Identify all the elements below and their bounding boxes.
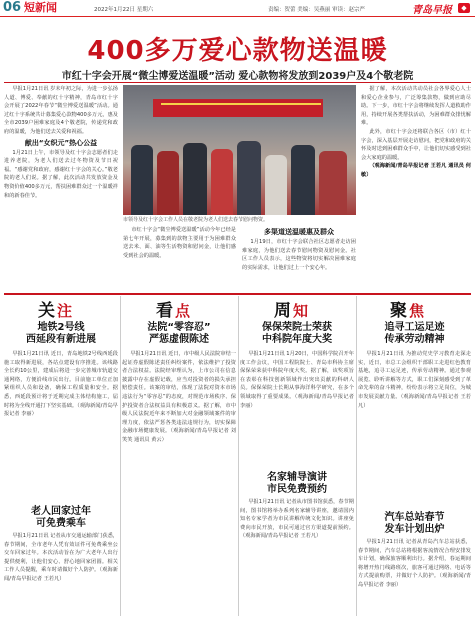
tag-zhouzhi: 周知 — [274, 301, 311, 321]
article-title: 老人回家过年 可免费乘车 — [31, 506, 91, 529]
lead-mid-column-2 — [242, 226, 356, 290]
photo-caption: 市领导及红十字会工作人员在敬老院为老人们送去春节慰问物资。 — [123, 217, 269, 223]
lead-subheadline: 市红十字会开展“微尘博爱送温暖”活动 爱心款物将发放到2039户及4个敬老院 — [61, 71, 414, 82]
photo-person — [183, 143, 207, 215]
article-title: 汽车总站春节 发车计划出炉 — [384, 512, 445, 535]
article-body: 早报1月21日讯 1月20日，中国科学院召开年度工作会议，中国工程院院士、青岛市科协主席保保荣荣获中科院年度大奖。据了解，该奖项旨在表彰在科技创新领域作出突出贡献的科研人员。保保荣院士长期从事海洋科学研究，在多个领域取得了重要成果。（观海新闻/青岛早报记者 李丽） — [240, 351, 354, 409]
photo-person — [265, 155, 287, 215]
tag-jujiao: 聚焦 — [390, 301, 427, 321]
lead-right-text-2: 此外，市红十字会还将联合各区（市）红十字会，深入基层开展走访慰问，把党和政府的关怀及时送到困难群众手中，让他们切实感受到社会大家庭的温暖。 — [361, 128, 471, 161]
page-number: 06 — [3, 0, 22, 15]
newspaper-logo: 青岛早报 — [412, 5, 452, 16]
lead-photo — [123, 85, 356, 215]
lead-subhead-2: 多渠道送温暖惠及群众 — [264, 228, 334, 236]
column-divider — [238, 296, 239, 616]
logo-mark-icon: ◆ — [458, 3, 470, 13]
lead-right-column — [361, 85, 471, 290]
lead-mid-text: 市红十字会“微尘博爱送温暖”活动今年已经是第七年开展，募集到的款物主要用于为困难群众送去米、面、油等生活物资和慰问金，让他们感受到社会的温暖。 — [123, 227, 236, 259]
tag-kandian: 看点 — [156, 301, 193, 321]
article-title: 地铁2号线 西延段有新进展 — [26, 322, 96, 345]
editor-credits: 责编：贺蕾 美编：吴燕丽 审读：赵宗严 — [268, 7, 365, 13]
column-divider — [120, 296, 121, 616]
article-body: 早报1月21日讯 记者从市交通运输部门获悉，春节期间，全市老年人凭有效证件可免费乘坐公交车回家过年。本次活动旨在为广大老年人出行提供便利，让他们安心、舒心地回家团圆。相关工作人员提醒，乘车时请做好个人防护。（观海新闻/青岛早报记者 王若凡） — [4, 533, 118, 582]
article-body: 早报1月21日讯 近日，青岛地铁2号线西延段施工取得新进展，各站点建设有序推进。该线路全长约10公里，建成后将进一步完善城市轨道交通网络，方便沿线市民出行。目前施工单位正加紧组织人员和设备，确保工程质量和安全。据悉，西延段预计将于近期完成主体结构施工，届时将为全线开通打下坚实基础。（观海新闻/青岛早报记者 李丽） — [4, 351, 118, 418]
lead-body-2: 1月19日，市红十字会联合社区志愿者走访困难家庭，为他们送去春节慰问物资及慰问金。社区工作人员表示，这些物资将切实解决困难家庭的实际需求，让他们过上一个安心年。 — [242, 239, 356, 271]
lead-right-text-1: 据了解，本次活动共动员社会各界爱心人士和爱心企业参与，广泛筹集款物，做到应助尽助。下一步，市红十字会将继续发挥人道救助作用，持续开展各类帮扶活动，为困难群众排忧解难。 — [361, 86, 471, 127]
article-title: 名家辅导演讲 市民免费预约 — [267, 472, 327, 495]
headline-rule — [4, 82, 471, 83]
masthead-bar — [0, 0, 475, 17]
photo-banner — [153, 99, 323, 117]
lead-headline: 400多万爱心款物送温暖 — [87, 36, 388, 66]
photo-person — [211, 149, 233, 215]
photo-person — [237, 141, 261, 215]
article-title: 追寻工运足迹 传承劳动精神 — [384, 322, 445, 345]
photo-person — [157, 151, 179, 215]
lead-left-column — [4, 85, 118, 290]
column-divider — [356, 296, 357, 616]
photo-banner-text — [161, 103, 321, 105]
article-title: 法院“零容忍” 严惩虚假陈述 — [147, 322, 211, 345]
section-name: 短新闻 — [24, 1, 57, 14]
lead-body-1: 1月21日上午，市领导及红十字会志愿者们走进养老院，为老人们送去过冬物资及节日祝福。“感谢党和政府，感谢红十字会的关心。”敬老院的老人们说。据了解，此次活动共发放资金及物资价值400多万元，帮扶困难群众过一个温暖祥和的新春佳节。 — [4, 149, 118, 199]
photo-person — [319, 151, 347, 215]
issue-date: 2022年1月22日 星期六 — [94, 7, 154, 13]
article-body: 早报1月21日讯 为推动党史学习教育走深走实，近日，市总工会组织干部职工走进红色教育基地，追寻工运足迹，传承劳动精神。通过参观展览、聆听讲解等方式，职工们深刻感受到了革命先辈的奋斗精神，纷纷表示将立足岗位，为城市发展贡献力量。（观海新闻/青岛早报记者 王若凡） — [358, 351, 471, 409]
lead-byline: （观海新闻/青岛早报记者 王若凡 通讯员 何敏） — [361, 163, 471, 178]
lead-intro: 早报1月21日讯 岁末年初之际，为进一步弘扬人道、博爱、奉献的红十字精神，青岛市红十字会开展了2022年春节“微尘博爱送温暖”活动。通过红十字系统共计募集爱心款物400多万元，惠及全市2039户困难家庭及4个敬老院，传递党和政府的温暖，为他们送去关爱和祝福。 — [4, 86, 118, 135]
article-title: 保保荣院士荣获 中科院年度大奖 — [262, 322, 332, 345]
article-body: 早报1月21日讯 记者从市图书馆获悉，春节期间，图书馆将举办系列名家辅导讲座，邀请国内知名专家学者为市民讲解传统文化知识。讲座免费向市民开放，市民可通过官方渠道提前预约。（观海新闻/青岛早报记者 王若凡） — [240, 499, 354, 540]
article-body: 早报1月21日讯 近日，市中级人民法院审结一起证券虚假陈述责任纠纷案件，依法维护了投资者合法权益。法院经审理认为，上市公司在信息披露中存在虚假记载，应当对投资者的损失承担赔偿责任。该案的审结，体现了法院对资本市场违法行为“零容忍”的态度，对规范市场秩序、保护投资者合法权益具有积极意义。据了解，市中级人民法院近年来不断加大对金融领域案件的审理力度，依法严惩各类违法违规行为，切实保障金融市场健康发展。（观海新闻/青岛早报记者 刘笑笑 通讯员 黄云） — [122, 351, 236, 443]
lead-mid-column — [123, 226, 236, 290]
tag-guanzhu: 关注 — [38, 301, 75, 321]
photo-person — [131, 145, 153, 215]
article-body: 早报1月21日讯 记者从青岛汽车总站获悉，春节期间，汽车总站将根据客流情况合理安排发车计划，确保旅客顺利出行。据介绍，春运期间将增开热门线路班次，旅客可通过网络、电话等方式提前购票，并做好个人防护。（观海新闻/青岛早报记者 李丽） — [358, 539, 471, 588]
section-rule — [4, 293, 471, 295]
lead-subhead-1: 献出“女织元”热心公益 — [24, 138, 98, 147]
photo-person — [291, 145, 315, 215]
